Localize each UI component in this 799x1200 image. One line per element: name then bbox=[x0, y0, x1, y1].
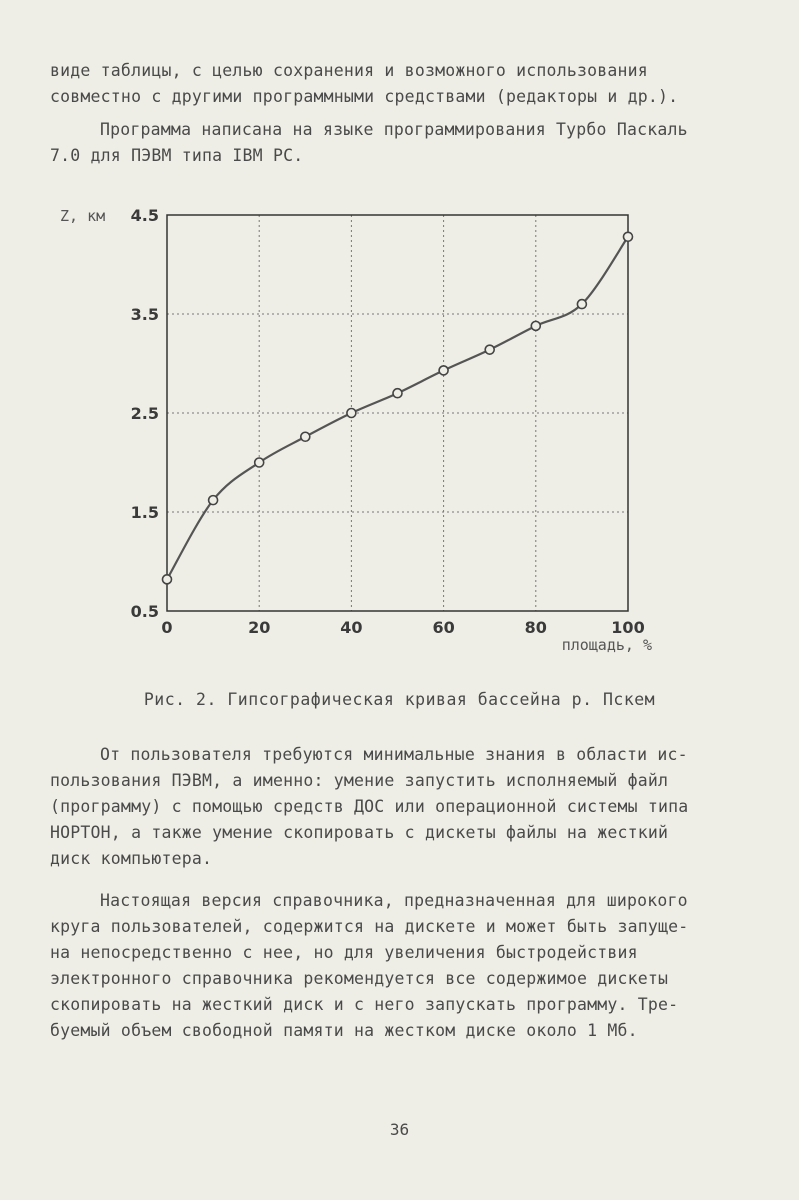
paragraph-line: От пользователя требуются минимальные знания в области ис- bbox=[100, 745, 688, 764]
y-tick-label: 3.5 bbox=[130, 305, 159, 324]
paragraph-line: скопировать на жесткий диск и с него запускать программу. Тре- bbox=[50, 995, 679, 1014]
data-point bbox=[255, 458, 264, 467]
y-tick-label: 0.5 bbox=[130, 602, 159, 621]
x-axis-label: площадь, % bbox=[561, 636, 652, 654]
y-tick-label: 2.5 bbox=[130, 404, 159, 423]
chart-grid bbox=[167, 215, 628, 611]
data-point bbox=[347, 409, 356, 418]
version-paragraph bbox=[50, 888, 780, 1044]
x-tick-label: 80 bbox=[524, 618, 547, 637]
y-tick-label: 1.5 bbox=[130, 503, 159, 522]
y-axis-label: Z, км bbox=[60, 207, 106, 225]
paragraph-line: 7.0 для ПЭВМ типа IBM PC. bbox=[50, 146, 304, 165]
data-point bbox=[301, 432, 310, 441]
paragraph-line: (программу) с помощью средств ДОС или операционной системы типа bbox=[50, 797, 689, 816]
chart-ticks bbox=[131, 206, 645, 637]
paragraph-line: Настоящая версия справочника, предназначенная для широкого bbox=[100, 891, 688, 910]
x-tick-label: 40 bbox=[340, 618, 363, 637]
data-line bbox=[167, 237, 628, 580]
x-tick-label: 100 bbox=[611, 618, 645, 637]
program-paragraph bbox=[50, 117, 780, 169]
data-point bbox=[393, 389, 402, 398]
paragraph-line: пользования ПЭВМ, а именно: умение запустить исполняемый файл bbox=[50, 771, 669, 790]
intro-paragraph bbox=[50, 58, 780, 110]
x-tick-label: 0 bbox=[161, 618, 173, 637]
data-point bbox=[485, 345, 494, 354]
y-tick-label: 4.5 bbox=[130, 206, 159, 225]
paragraph-line: виде таблицы, с целью сохранения и возможного использования bbox=[50, 61, 648, 80]
page-number: 36 bbox=[389, 1120, 410, 1139]
paragraph-line: электронного справочника рекомендуется все содержимое дискеты bbox=[50, 969, 669, 988]
chart-markers bbox=[163, 232, 633, 584]
figure-caption: Рис. 2. Гипсографическая кривая бассейна р. Пскем bbox=[143, 690, 656, 709]
x-tick-label: 20 bbox=[248, 618, 271, 637]
data-point bbox=[577, 300, 586, 309]
x-tick-label: 60 bbox=[432, 618, 455, 637]
data-point bbox=[439, 366, 448, 375]
paragraph-line: Программа написана на языке программирования Турбо Паскаль bbox=[100, 120, 688, 139]
user-paragraph bbox=[50, 742, 780, 872]
paragraph-line: диск компьютера. bbox=[50, 849, 213, 868]
data-point bbox=[531, 321, 540, 330]
paragraph-line: НОРТОН, а также умение скопировать с дискеты файлы на жесткий bbox=[50, 823, 669, 842]
paragraph-line: буемый объем свободной памяти на жестком диске около 1 Мб. bbox=[50, 1021, 638, 1040]
paragraph-line: на непосредственно с нее, но для увеличения быстродействия bbox=[50, 943, 638, 962]
data-point bbox=[163, 575, 172, 584]
hypsographic-chart bbox=[0, 195, 799, 665]
data-point bbox=[209, 496, 218, 505]
paragraph-line: совместно с другими программными средствами (редакторы и др.). bbox=[50, 87, 679, 106]
paragraph-line: круга пользователей, содержится на дискете и может быть запуще- bbox=[50, 917, 689, 936]
data-point bbox=[624, 232, 633, 241]
